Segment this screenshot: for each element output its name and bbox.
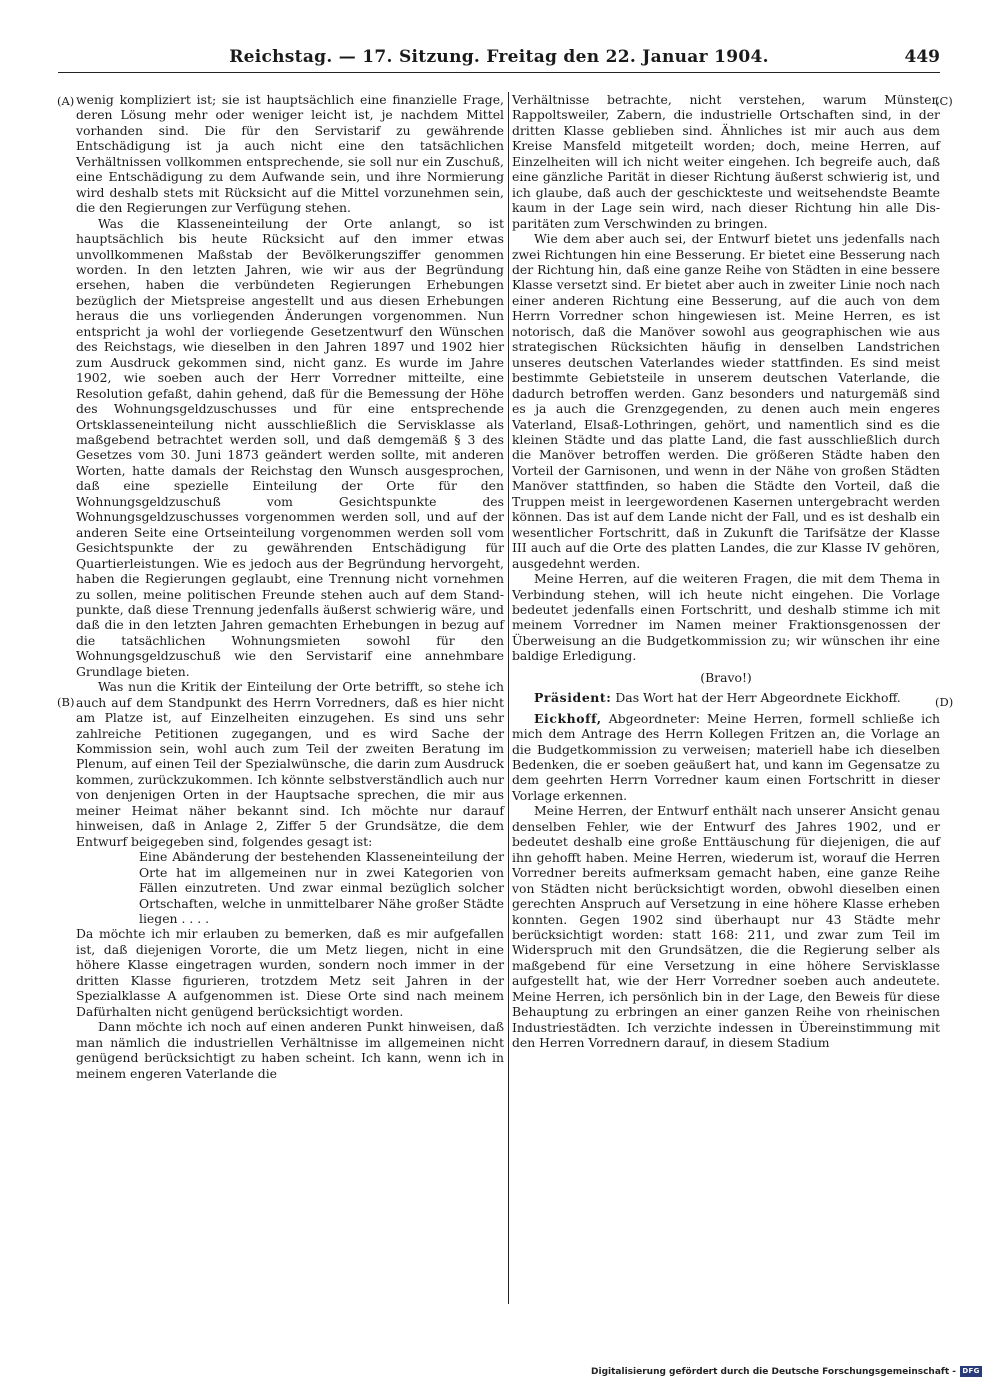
eickhoff-statement [512, 711, 940, 804]
running-head: Reichstag. — 17. Sitzung. Freitag den 22. Januar 1904. [229, 47, 769, 67]
paragraph: Was nun die Kritik der Einteilung der Orte betrifft, so stehe ich auch auf dem Standpunkt des Herrn Vorredners, daß es hier nicht am Platze ist, auf Einzelheiten einzugehen. Es sind uns sehr zahlreiche Petitionen zugegangen, und es wird Sache der Kommission sein, wohl auch zum Teil der zweiten Beratung im Plenum, auf einen Teil der Spezialwünsche, die darin zum Ausdruck kommen, zurückzukommen. Ich könnte selbstverständlich auch nur von denjenigen Orten in der Hauptsache sprechen, die mir aus meiner Heimat näher bekannt sind. Ich möchte nur darauf hinweisen, daß in Anlage 2, Ziffer 5 der Grundsätze, die dem Entwurf beigegeben sind, folgendes gesagt ist: [76, 679, 504, 849]
paragraph: Meine Herren, der Entwurf enthält nach unserer Ansicht genau denselben Fehler, wie der Entwurf des Jahres 1902, und er bedeutet deshalb eine große Enttäuschung für diejenigen, die auf ihn gehofft haben. Meine Herren, wiederum ist, worauf die Herren Vorredner bereits aufmerksam gemacht haben, eine ganze Reihe von Städten nicht berücksichtigt worden, obwohl dieselben einen gerechten Anspruch auf Versetzung in eine höhere Klasse erheben konnten. Gegen 1902 sind überhaupt nur 43 Städte mehr berücksichtigt worden: statt 168: 211, und zwar zum Teil im Widerspruch mit den Grundsätzen, die die Regierung selber als maßgebend für eine Versetzung in eine höhere Servisklasse aufgestellt hat, wie der Herr Vorredner soeben auch andeutete. Meine Herren, ich persönlich bin in der Lage, den Beweis für diese Behauptung zu erbringen an einer ganzen Reihe von rheinischen Industriestädten. Ich verzichte indessen in Übereinstimmung mit den Herren Vorrednern darauf, in diesem Stadium [512, 803, 940, 1051]
president-statement [512, 690, 940, 705]
left-column [76, 92, 504, 1081]
column-divider [508, 92, 509, 1304]
paragraph: Wie dem aber auch sei, der Entwurf bietet uns jedenfalls nach zwei Richtungen hin eine Besserung. Er bietet eine Besserung nach der Richtung hin, daß eine ganze Reihe von Städten in eine bessere Klasse versetzt sind. Er bietet aber auch in zweiter Linie noch nach einer anderen Richtung eine Besserung, auf die auch von dem Herrn Vorredner schon hingewiesen ist. Meine Herren, es ist notorisch, daß die Manöver sowohl aus geographischen wie aus strategischen Rücksichten häufig in denselben Landstrichen unseres deutschen Vaterlandes wieder stattfinden. Es sind meist bestimmte Gebietsteile in unserem deutschen Vaterlande, die dadurch betroffen werden. Ganz besonders und naturgemäß sind es ja auch die Grenzgegenden, zu denen auch mein engeres Vaterland, Elsaß-Lothringen, gehört, und namentlich sind es die kleinen Städte und das platte Land, die fast ausschließlich durch die Manöver betroffen werden. Die größeren Städte haben den Vorteil der Garnisonen, und wenn in der Nähe von großen Städten Manöver stattfinden, so haben die Städte den Vorteil, daß die Truppen meist in leergewordenen Kasernen untergebracht werden können. Das ist auf dem Lande nicht der Fall, und es ist deshalb ein wesentlicher Fortschritt, daß in Zukunft die Tarifsätze der Klasse III auch auf die Orte des platten Landes, die zur Klasse IV gehören, ausgedehnt werden. [512, 231, 940, 571]
block-quote: Eine Abänderung der bestehenden Klasseneinteilung der Orte hat im allgemeinen nur in zwei Kategorien von Fällen einzutreten. Und zwar einmal bezüglich solcher Ortschaften, welche in unmittelbarer Nähe großer Städte liegen . . . . [139, 849, 504, 927]
margin-label-b: (B) [57, 695, 75, 709]
dfg-logo: DFG [960, 1366, 982, 1377]
interjection: (Bravo!) [700, 669, 752, 685]
paragraph: Dann möchte ich noch auf einen anderen Punkt hinweisen, daß man nämlich die industriellen Verhältnisse im allgemeinen nicht genügend berücksichtigt zu haben scheint. Ich kann, wenn ich in meinem engeren Vaterlande die [76, 1019, 504, 1081]
margin-label-a: (A) [57, 94, 75, 108]
margin-label-d: (D) [935, 695, 954, 709]
page-number: 449 [904, 47, 940, 67]
paragraph: Verhältnisse betrachte, nicht verstehen, warum Münster, Rappoltsweiler, Zabern, die industrielle Ortschaften sind, in der dritten Klasse geblieben sind. Ähnliches ist mir auch aus dem Kreise Mansfeld mitgeteilt worden; doch, meine Herren, auf Einzelheiten will ich nicht weiter eingehen. Ich begreife auch, daß eine gänzliche Parität in dieser Richtung äußerst schwierig ist, und ich glaube, daß auch der geschickteste und weitsehendste Beamte kaum in der Lage sein wird, nach dieser Richtung hin alle Disparitäten zum Verschwinden zu bringen. [512, 92, 940, 231]
margin-label-c: (C) [935, 94, 953, 108]
footer-text: Digitalisierung gefördert durch die Deutsche Forschungsgemeinschaft - [591, 1366, 956, 1377]
speaker-name: Eickhoff, [534, 710, 602, 726]
paragraph: wenig kompliziert ist; sie ist hauptsächlich eine finanzielle Frage, deren Lösung mehr oder weniger leicht ist, je nachdem Mittel vorhanden sind. Die für den Servistarif zu gewährende Entschädigung ist ja auch nicht eine den tatsächlichen Verhältnissen vollkommen entsprechende, sie soll nur ein Zuschuß, eine Entschädigung zu dem Aufwande sein, und ihre Normierung wird deshalb stets mit Rücksicht auf die Mittel vorzunehmen sein, die den Regierungen zur Verfügung stehen. [76, 92, 504, 216]
paragraph: Da möchte ich mir erlauben zu bemerken, daß es mir aufgefallen ist, daß diejenigen Vororte, die um Metz liegen, nicht in eine höhere Klasse eingetragen wurden, sondern noch immer in der dritten Klasse figurieren, trotzdem Metz seit Jahren in der Spezialklasse A aufgenommen ist. Diese Orte sind nach meinem Dafürhalten nicht genügend berücksichtigt worden. [76, 926, 504, 1019]
paragraph: Was die Klasseneinteilung der Orte anlangt, so ist hauptsächlich bis heute Rücksicht auf den immer etwas unvollkommenen Maßstab der Bevölkerungsziffer genommen worden. In den letzten Jahren, wie wir aus der Begründung ersehen, haben die verbündeten Regierungen Erhebungen bezüglich der Mietspreise angestellt und aus diesen Erhebungen heraus die uns vorliegenden Änderungen vorgenommen. Nun entspricht ja wohl der vorliegende Gesetzentwurf den Wünschen des Reichstags, wie dieselben in den Jahren 1897 und 1902 hier zum Ausdruck gekommen sind, nicht ganz. Es wurde im Jahre 1902, wie soeben auch der Herr Vorredner mitteilte, eine Resolution gefaßt, dahin gehend, daß für die Bemessung der Höhe des Wohnungsgeldzuschusses und für eine entsprechende Ortsklasseneinteilung nicht ausschließlich die Servisklasse als maßgebend betrachtet werden soll, und daß demgemäß § 3 des Gesetzes vom 30. Juni 1873 geändert werden sollte, mit anderen Worten, hatte damals der Reichstag den Wunsch ausgesprochen, daß eine spezielle Einteilung der Orte für den Wohnungsgeldzuschuß vom Gesichtspunkte des Wohnungsgeldzuschusses vorgenommen werden soll, und auf der anderen Seite eine Ortseinteilung vorgenommen werden soll vom Gesichtspunkte der zu gewährenden Entschädigung für Quartierleistungen. Wie es jedoch aus der Begründung hervorgeht, haben die Regierungen geglaubt, eine Trennung nicht vornehmen zu sollen, meine politischen Freunde stehen auch auf dem Standpunkte, daß diese Trennung jedenfalls äußerst schwierig wäre, und daß die in den letzten Jahren gemachten Erhebungen in bezug auf die tatsächlichen Wohnungsmieten sowohl für den Wohnungsgeldzuschuß wie den Servistarif eine annehmbare Grundlage bieten. [76, 215, 504, 679]
footer-credit [591, 1366, 982, 1377]
right-column [512, 92, 940, 1051]
speaker-text: Das Wort hat der Herr Abgeordnete Eickhoff. [615, 690, 901, 706]
speaker-text: Abgeordneter: Meine Herren, formell schließe ich mich dem Antrage des Herrn Kollegen Fritzen an, die Vorlage an die Budgetkommission zu verweisen; materiell habe ich dieselben Bedenken, die er soeben geäußert hat, und kann im Gegensatze zu dem geehrten Herrn Vorredner kaum einen Fortschritt in dieser Vorlage erkennen. [512, 710, 940, 803]
paragraph: Meine Herren, auf die weiteren Fragen, die mit dem Thema in Verbindung stehen, will ich heute nicht eingehen. Die Vorlage bedeutet jedenfalls einen Fortschritt, und deshalb stimme ich mit meinem Vorredner im Namen meiner Fraktionsgenossen der Überweisung an die Budgetkommission zu; wir wünschen ihr eine baldige Erledigung. [512, 571, 940, 664]
speaker-name: Präsident: [534, 690, 612, 706]
running-header [58, 46, 940, 73]
